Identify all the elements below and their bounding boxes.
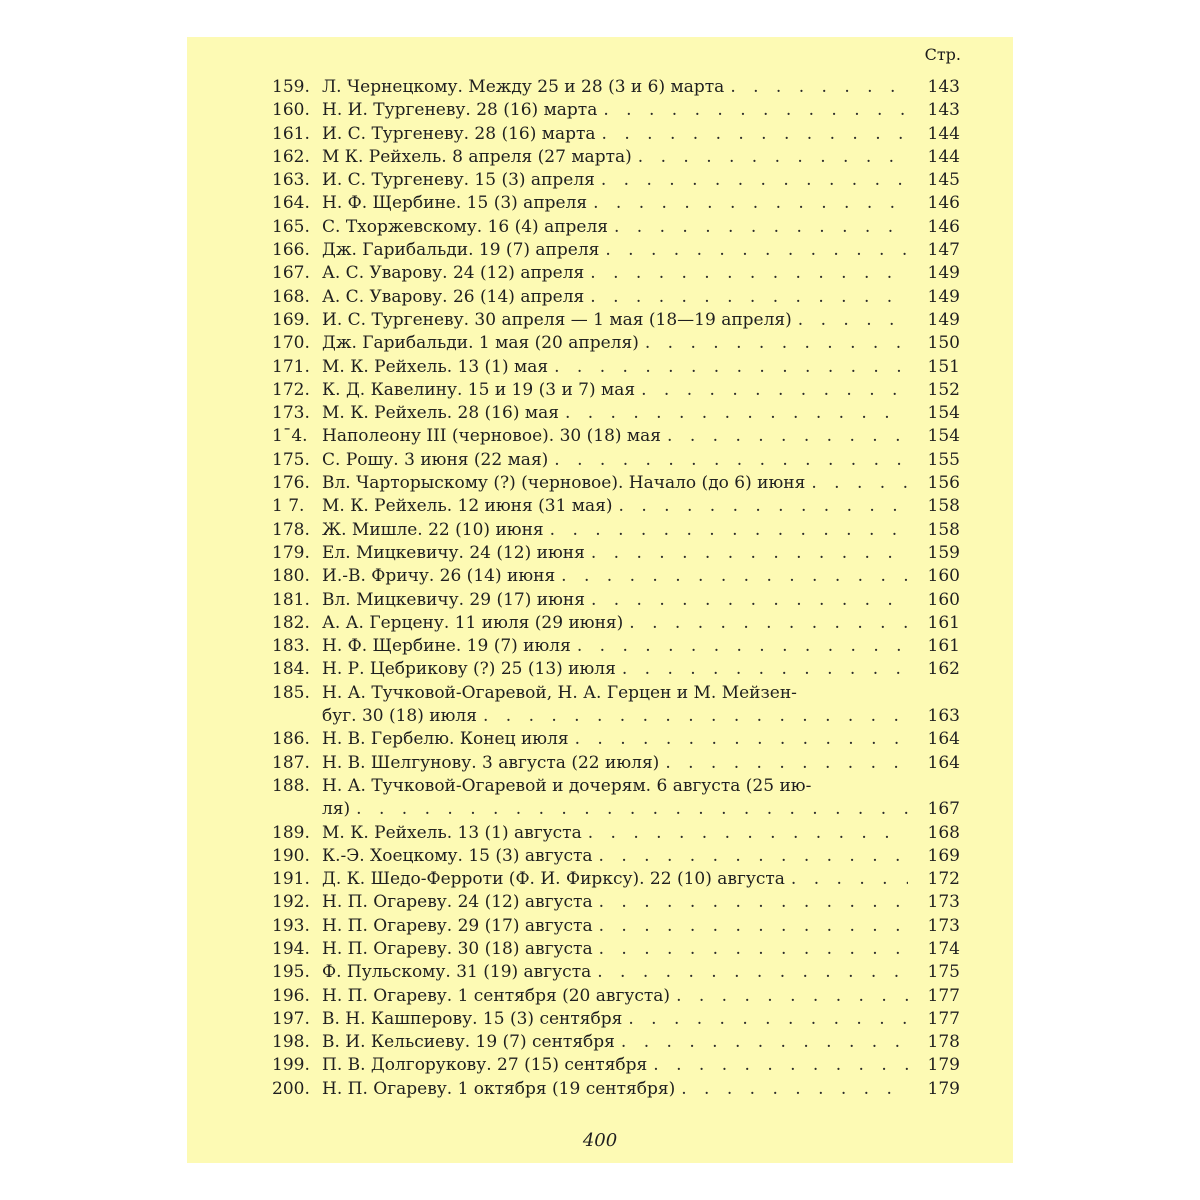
entry-title: Н. П. Огареву. 1 сентября (20 августа) [322, 985, 671, 1006]
dot-leader [591, 590, 908, 610]
entry-title: Д. К. Шедо-Ферроти (Ф. И. Фирксу). 22 (10) августа [322, 869, 785, 890]
toc-entry [272, 496, 960, 519]
entry-number: 163. [272, 170, 310, 191]
entry-title: Дж. Гарибальди. 1 мая (20 апреля) [322, 333, 639, 354]
entry-title: А. С. Уварову. 24 (12) апреля [322, 263, 585, 284]
toc-entry [272, 170, 960, 193]
entry-title: И. С. Тургеневу. 15 (3) апреля [322, 170, 595, 191]
entry-page-number: 145 [927, 170, 960, 191]
entry-title: Н. В. Шелгунову. 3 августа (22 июля) [322, 752, 660, 773]
toc-line [272, 170, 960, 193]
toc-entry [272, 357, 960, 380]
dot-leader [811, 473, 908, 493]
entry-title: С. Тхоржевскому. 16 (4) апреля [322, 216, 608, 237]
dot-leader [599, 916, 908, 936]
entry-number: 176. [272, 473, 310, 494]
entry-title: М К. Рейхель. 8 апреля (27 марта) [322, 146, 632, 167]
entry-number: 168. [272, 286, 310, 307]
toc-entry [272, 590, 960, 613]
dot-leader [590, 287, 908, 307]
toc-line [272, 846, 960, 869]
dot-leader [593, 193, 908, 213]
toc-line-continuation [272, 706, 960, 729]
entry-page-number: 147 [927, 240, 960, 261]
entry-page-number: 146 [927, 193, 960, 214]
entry-number: 189. [272, 822, 310, 843]
dot-leader [653, 1055, 908, 1075]
toc-entry [272, 473, 960, 496]
entry-title: М. К. Рейхель. 13 (1) мая [322, 356, 549, 377]
toc-line [272, 357, 960, 380]
entry-title: Н. Ф. Щербине. 19 (7) июля [322, 636, 571, 657]
toc-line [272, 962, 960, 985]
entry-page-number: 152 [927, 379, 960, 400]
dot-leader [588, 823, 908, 843]
dot-leader [599, 892, 908, 912]
entry-page-number: 177 [927, 985, 960, 1006]
entry-number: 170. [272, 333, 310, 354]
entry-title: А. А. Герцену. 11 июля (29 июня) [322, 612, 624, 633]
entry-title: Н. П. Огареву. 30 (18) августа [322, 938, 593, 959]
entry-title: И. С. Тургеневу. 28 (16) марта [322, 123, 596, 144]
entry-number: 200. [272, 1078, 310, 1099]
dot-leader [599, 939, 908, 959]
entry-page-number: 177 [927, 1008, 960, 1029]
toc-line [272, 287, 960, 310]
entry-number: 198. [272, 1032, 310, 1053]
toc-line [272, 520, 960, 543]
entry-page-number: 161 [927, 636, 960, 657]
entry-number: 185. [272, 682, 310, 703]
entry-number: 183. [272, 636, 310, 657]
toc-line [272, 753, 960, 776]
entry-number: 197. [272, 1008, 310, 1029]
entry-page-number: 149 [927, 309, 960, 330]
toc-entry [272, 986, 960, 1009]
toc-line [272, 450, 960, 473]
entry-page-number: 168 [927, 822, 960, 843]
toc-line-continuation [272, 799, 960, 822]
dot-leader [601, 170, 908, 190]
entry-page-number: 154 [927, 426, 960, 447]
toc-entry [272, 240, 960, 263]
entry-title: Н. А. Тучковой-Огаревой, Н. А. Герцен и М. Мейзен- [322, 682, 797, 703]
entry-page-number: 150 [927, 333, 960, 354]
dot-leader [603, 100, 908, 120]
entry-page-number: 143 [927, 77, 960, 97]
toc-line [272, 892, 960, 915]
toc-entry [272, 263, 960, 286]
toc-entry [272, 543, 960, 566]
toc-line [272, 217, 960, 240]
toc-line [272, 729, 960, 752]
entry-number: 195. [272, 962, 310, 983]
toc-entry [272, 636, 960, 659]
dot-leader [591, 543, 908, 563]
entry-number: 192. [272, 892, 310, 913]
toc-entry [272, 776, 960, 823]
toc-line [272, 147, 960, 170]
entry-page-number: 179 [927, 1055, 960, 1076]
toc-entry [272, 846, 960, 869]
entry-number: 164. [272, 193, 310, 214]
entry-page-number: 160 [927, 566, 960, 587]
toc-line [272, 240, 960, 263]
toc-line [272, 1079, 960, 1102]
entry-page-number: 155 [927, 449, 960, 470]
entry-page-number: 179 [927, 1078, 960, 1099]
toc-entry [272, 1032, 960, 1055]
toc-entry [272, 962, 960, 985]
entry-number: 190. [272, 845, 310, 866]
toc-entry [272, 1009, 960, 1032]
entry-page-number: 163 [927, 706, 960, 727]
entry-title: С. Рошу. 3 июня (22 мая) [322, 449, 549, 470]
entry-number: 160. [272, 100, 310, 121]
entry-page-number: 172 [927, 869, 960, 890]
entry-title: Н. Ф. Щербине. 15 (3) апреля [322, 193, 588, 214]
dot-leader [641, 380, 908, 400]
entry-page-number: 173 [927, 915, 960, 936]
toc-line [272, 496, 960, 519]
entry-number: 1¯4. [272, 426, 308, 447]
toc-line [272, 916, 960, 939]
toc-line [272, 1009, 960, 1032]
toc-entry [272, 380, 960, 403]
entry-title: Н. Р. Цебрикову (?) 25 (13) июля [322, 659, 616, 680]
toc-entry [272, 100, 960, 123]
dot-leader [667, 426, 908, 446]
entry-title: М. К. Рейхель. 12 июня (31 мая) [322, 496, 613, 517]
dot-leader [565, 403, 908, 423]
toc-entry [272, 193, 960, 216]
dot-leader [676, 986, 908, 1006]
dot-leader [597, 962, 908, 982]
entry-number: 188. [272, 775, 310, 796]
toc-line [272, 636, 960, 659]
toc-entry [272, 566, 960, 589]
entry-title: Ф. Пульскому. 31 (19) августа [322, 962, 592, 983]
entry-title: Вл. Мицкевичу. 29 (17) июня [322, 589, 585, 610]
entry-title: П. В. Долгорукову. 27 (15) сентября [322, 1055, 648, 1076]
entry-page-number: 151 [927, 356, 960, 377]
entry-page-number: 160 [927, 589, 960, 610]
entry-number: 182. [272, 612, 310, 633]
toc-line [272, 426, 960, 449]
dot-leader [356, 799, 908, 819]
entry-title-continuation: ля) [322, 799, 351, 820]
dot-leader [605, 240, 908, 260]
toc-line [272, 683, 960, 706]
entry-page-number: 158 [927, 519, 960, 540]
entry-page-number: 164 [927, 729, 960, 750]
dot-leader [645, 333, 908, 353]
toc-entry [272, 520, 960, 543]
entry-number: 194. [272, 938, 310, 959]
dot-leader [614, 217, 908, 237]
entry-title: М. К. Рейхель. 13 (1) августа [322, 822, 582, 843]
toc-line [272, 333, 960, 356]
entry-page-number: 169 [927, 845, 960, 866]
entry-page-number: 146 [927, 216, 960, 237]
toc-entry [272, 869, 960, 892]
toc-line [272, 776, 960, 799]
entry-number: 179. [272, 542, 310, 563]
entry-title: К.-Э. Хоецкому. 15 (3) августа [322, 845, 593, 866]
toc-entry [272, 310, 960, 333]
entry-title: В. И. Кельсиеву. 19 (7) сентября [322, 1032, 615, 1053]
entry-page-number: 161 [927, 612, 960, 633]
entry-number: 162. [272, 146, 310, 167]
entry-number: 186. [272, 729, 310, 750]
entry-title: Ж. Мишле. 22 (10) июня [322, 519, 544, 540]
toc-line [272, 939, 960, 962]
entry-page-number: 144 [927, 146, 960, 167]
toc-entry [272, 426, 960, 449]
entry-title: Н. А. Тучковой-Огаревой и дочерям. 6 августа (25 ию- [322, 775, 812, 796]
dot-leader [590, 263, 908, 283]
entry-title: Н. В. Гербелю. Конец июля [322, 729, 569, 750]
entry-title: А. С. Уварову. 26 (14) апреля [322, 286, 585, 307]
entry-number: 196. [272, 985, 310, 1006]
entry-number: 159. [272, 77, 310, 97]
toc-line [272, 986, 960, 1009]
entry-number: 166. [272, 240, 310, 261]
toc-entry [272, 613, 960, 636]
entry-page-number: 173 [927, 892, 960, 913]
dot-leader [628, 1009, 908, 1029]
entry-page-number: 144 [927, 123, 960, 144]
entry-number: 161. [272, 123, 310, 144]
toc-entry [272, 892, 960, 915]
toc-entry [272, 217, 960, 240]
entry-number: 167. [272, 263, 310, 284]
entry-page-number: 178 [927, 1032, 960, 1053]
toc-line [272, 613, 960, 636]
toc-entry [272, 939, 960, 962]
toc-entry [272, 403, 960, 426]
dot-leader [561, 566, 908, 586]
toc-entry [272, 287, 960, 310]
toc-entry [272, 1079, 960, 1102]
entry-title-continuation: буг. 30 (18) июля [322, 706, 477, 727]
entry-title: Ел. Мицкевичу. 24 (12) июня [322, 542, 585, 563]
entry-number: 184. [272, 659, 310, 680]
dot-leader [730, 77, 908, 97]
entry-title: Н. П. Огареву. 29 (17) августа [322, 915, 593, 936]
entry-title: Дж. Гарибальди. 19 (7) апреля [322, 240, 600, 261]
entry-page-number: 174 [927, 938, 960, 959]
dot-leader [577, 636, 908, 656]
entry-title: И.-В. Фричу. 26 (14) июня [322, 566, 556, 587]
entry-number: 180. [272, 566, 310, 587]
dot-leader [554, 357, 908, 377]
toc-entry [272, 450, 960, 473]
toc-line [272, 1055, 960, 1078]
toc-line [272, 1032, 960, 1055]
toc-line [272, 263, 960, 286]
dot-leader [550, 520, 908, 540]
dot-leader [681, 1079, 908, 1099]
entry-number: 193. [272, 915, 310, 936]
toc-line [272, 823, 960, 846]
dot-leader [599, 846, 908, 866]
entry-title: Н. П. Огареву. 1 октября (19 сентября) [322, 1078, 676, 1099]
entry-title: Наполеону III (черновое). 30 (18) мая [322, 426, 662, 447]
toc-list [187, 77, 1013, 1102]
dot-leader [483, 706, 908, 726]
entry-title: И. С. Тургеневу. 30 апреля — 1 мая (18—19 апреля) [322, 309, 792, 330]
toc-line [272, 193, 960, 216]
dot-leader [665, 753, 908, 773]
entry-page-number: 143 [927, 100, 960, 121]
entry-number: 175. [272, 449, 310, 470]
dot-leader [619, 496, 908, 516]
dot-leader [622, 659, 908, 679]
dot-leader [798, 310, 908, 330]
entry-number: 181. [272, 589, 310, 610]
toc-line [272, 869, 960, 892]
toc-entry [272, 729, 960, 752]
toc-line [272, 403, 960, 426]
page-number: 400 [582, 1130, 618, 1151]
toc-entry [272, 1055, 960, 1078]
page-column-heading: Стр. [924, 45, 961, 64]
entry-title: М. К. Рейхель. 28 (16) мая [322, 403, 559, 424]
toc-line [272, 124, 960, 147]
entry-title: Н. И. Тургеневу. 28 (16) марта [322, 100, 598, 121]
dot-leader [638, 147, 908, 167]
entry-number: 187. [272, 752, 310, 773]
dot-leader [554, 450, 908, 470]
entry-page-number: 149 [927, 286, 960, 307]
entry-number: 169. [272, 309, 310, 330]
toc-entry [272, 659, 960, 682]
toc-line [272, 380, 960, 403]
toc-line [272, 77, 960, 100]
toc-line [272, 590, 960, 613]
entry-page-number: 167 [927, 799, 960, 820]
toc-line [272, 310, 960, 333]
entry-title: Вл. Чарторыскому (?) (черновое). Начало (до 6) июня [322, 473, 806, 494]
toc-entry [272, 147, 960, 170]
entry-page-number: 156 [927, 473, 960, 494]
entry-page-number: 149 [927, 263, 960, 284]
toc-line [272, 659, 960, 682]
entry-title: Л. Чернецкому. Между 25 и 28 (3 и 6) марта [322, 77, 725, 97]
entry-page-number: 158 [927, 496, 960, 517]
entry-number: 173. [272, 403, 310, 424]
toc-line [272, 100, 960, 123]
toc-entry [272, 916, 960, 939]
entry-page-number: 162 [927, 659, 960, 680]
entry-number: 178. [272, 519, 310, 540]
entry-number: 172. [272, 379, 310, 400]
entry-number: 199. [272, 1055, 310, 1076]
entry-page-number: 159 [927, 542, 960, 563]
toc-entry [272, 753, 960, 776]
toc-entry [272, 124, 960, 147]
entry-title: В. Н. Кашперову. 15 (3) сентября [322, 1008, 623, 1029]
toc-entry [272, 823, 960, 846]
book-page [187, 37, 1013, 1163]
toc-line [272, 566, 960, 589]
entry-number: 171. [272, 356, 310, 377]
entry-number: 191. [272, 869, 310, 890]
entry-page-number: 154 [927, 403, 960, 424]
dot-leader [621, 1032, 908, 1052]
entry-title: Н. П. Огареву. 24 (12) августа [322, 892, 593, 913]
entry-number: 1 7. [272, 496, 305, 517]
dot-leader [575, 729, 908, 749]
entry-page-number: 175 [927, 962, 960, 983]
entry-title: К. Д. Кавелину. 15 и 19 (3 и 7) мая [322, 379, 636, 400]
toc-line [272, 543, 960, 566]
toc-entry [272, 333, 960, 356]
dot-leader [602, 124, 908, 144]
toc-entry [272, 683, 960, 730]
toc-line [272, 473, 960, 496]
toc-entry [272, 77, 960, 100]
dot-leader [629, 613, 908, 633]
entry-page-number: 164 [927, 752, 960, 773]
entry-number: 165. [272, 216, 310, 237]
dot-leader [791, 869, 908, 889]
